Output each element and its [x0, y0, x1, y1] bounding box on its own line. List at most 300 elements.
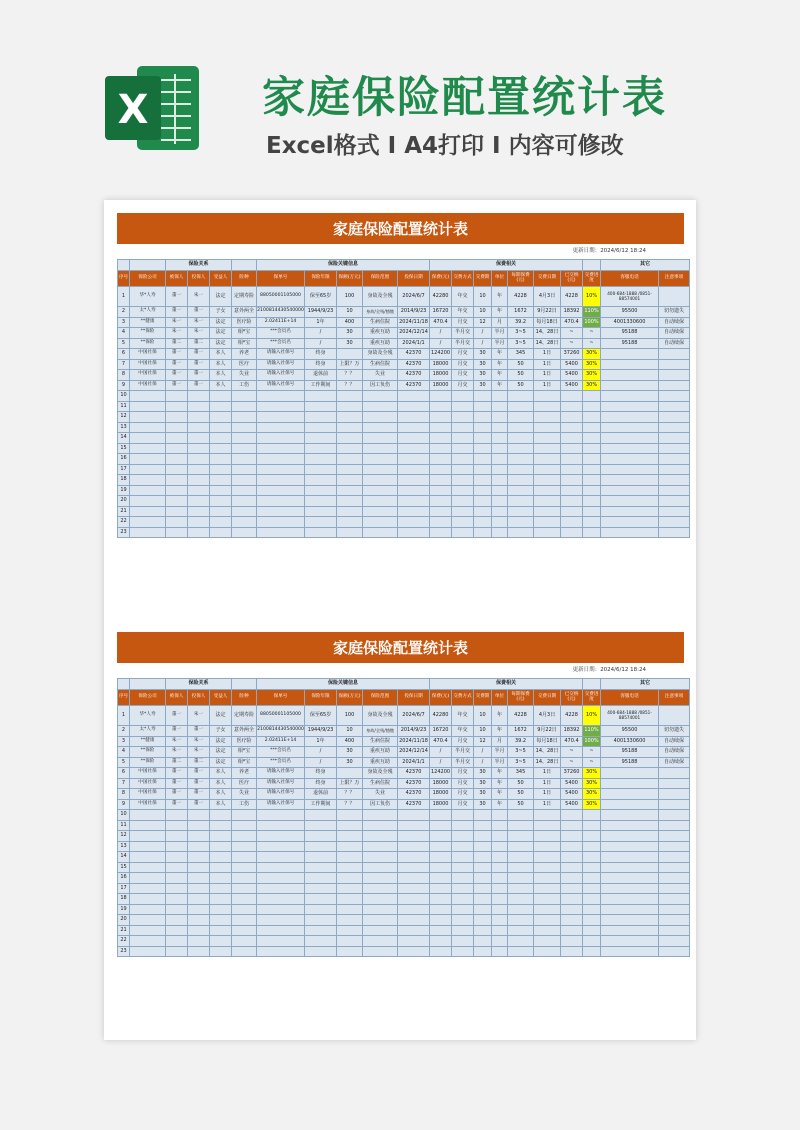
table-cell[interactable]: ~ [561, 747, 583, 758]
table-cell[interactable] [492, 894, 508, 905]
table-cell[interactable] [561, 852, 583, 863]
table-cell[interactable]: 50 [508, 359, 534, 370]
table-cell[interactable] [508, 464, 534, 475]
table-cell[interactable]: 1672 [508, 307, 534, 318]
table-cell[interactable]: 董一 [166, 349, 188, 360]
table-cell[interactable] [305, 820, 337, 831]
table-cell[interactable]: 月 [492, 736, 508, 747]
table-cell[interactable]: 10% [583, 287, 601, 307]
table-cell[interactable]: 医疗 [232, 359, 257, 370]
table-cell[interactable] [452, 831, 474, 842]
table-cell[interactable] [508, 391, 534, 402]
table-cell[interactable] [305, 443, 337, 454]
table-cell[interactable]: 董一 [166, 307, 188, 318]
table-cell[interactable] [337, 475, 363, 486]
table-cell[interactable]: ***会员名 [257, 328, 305, 339]
table-cell[interactable] [257, 841, 305, 852]
table-cell[interactable] [188, 454, 210, 465]
table-cell[interactable]: 4月3日 [534, 706, 561, 726]
table-cell[interactable]: ~ [561, 338, 583, 349]
table-cell[interactable] [166, 412, 188, 423]
table-cell[interactable]: 终身 [305, 349, 337, 360]
table-cell[interactable]: 50 [508, 799, 534, 810]
table-cell[interactable] [210, 506, 232, 517]
table-cell[interactable]: 朱一 [166, 747, 188, 758]
table-cell[interactable] [583, 904, 601, 915]
table-cell[interactable] [363, 810, 398, 821]
table-cell[interactable]: 保至65岁 [305, 706, 337, 726]
table-cell[interactable] [474, 454, 492, 465]
table-cell[interactable]: 2024/12/14 [398, 747, 430, 758]
table-cell[interactable] [232, 443, 257, 454]
table-cell[interactable] [210, 464, 232, 475]
table-cell[interactable]: 董一 [166, 370, 188, 381]
table-cell[interactable]: 失业 [363, 789, 398, 800]
table-cell[interactable]: 95500 [601, 307, 659, 318]
table-cell[interactable]: 请输入社保号 [257, 789, 305, 800]
table-cell[interactable]: 本人 [210, 359, 232, 370]
table-cell[interactable] [583, 464, 601, 475]
table-cell[interactable]: 重疾互助 [363, 747, 398, 758]
table-cell[interactable]: 董一 [166, 768, 188, 779]
table-cell[interactable] [398, 527, 430, 538]
table-cell[interactable] [188, 391, 210, 402]
table-cell[interactable] [474, 401, 492, 412]
table-cell[interactable]: 年 [492, 380, 508, 391]
table-cell[interactable]: 2014/9/23 [398, 307, 430, 318]
table-cell[interactable]: 4228 [561, 706, 583, 726]
table-cell[interactable]: 18000 [430, 359, 452, 370]
table-cell[interactable] [363, 862, 398, 873]
table-cell[interactable] [398, 517, 430, 528]
table-cell[interactable] [188, 936, 210, 947]
table-cell[interactable]: 中国社保 [130, 768, 166, 779]
table-cell[interactable] [337, 925, 363, 936]
table-cell[interactable] [305, 422, 337, 433]
table-cell[interactable] [166, 946, 188, 957]
table-cell[interactable]: 身故及全残 [363, 706, 398, 726]
table-cell[interactable] [337, 412, 363, 423]
table-cell[interactable]: 42370 [398, 359, 430, 370]
table-cell[interactable]: 医疗险 [232, 736, 257, 747]
table-cell[interactable]: 朱一 [188, 736, 210, 747]
table-cell[interactable] [601, 412, 659, 423]
table-cell[interactable] [305, 946, 337, 957]
table-cell[interactable] [210, 904, 232, 915]
table-cell[interactable]: 4月3日 [534, 287, 561, 307]
table-cell[interactable]: 请输入社保号 [257, 359, 305, 370]
table-cell[interactable] [659, 883, 690, 894]
table-cell[interactable]: 董一 [166, 799, 188, 810]
table-cell[interactable] [492, 915, 508, 926]
table-cell[interactable] [398, 412, 430, 423]
table-cell[interactable]: 42370 [398, 349, 430, 360]
table-cell[interactable]: 5400 [561, 370, 583, 381]
table-cell[interactable] [583, 936, 601, 947]
table-cell[interactable] [492, 925, 508, 936]
table-cell[interactable] [363, 915, 398, 926]
table-cell[interactable] [188, 862, 210, 873]
table-cell[interactable]: 42370 [398, 768, 430, 779]
table-cell[interactable]: 30% [583, 380, 601, 391]
table-cell[interactable]: 养老 [232, 768, 257, 779]
table-cell[interactable] [398, 841, 430, 852]
table-cell[interactable]: 华*人寿 [130, 287, 166, 307]
table-cell[interactable]: 2 [118, 726, 130, 737]
table-cell[interactable] [561, 936, 583, 947]
table-cell[interactable] [430, 506, 452, 517]
table-cell[interactable] [305, 527, 337, 538]
table-cell[interactable] [337, 349, 363, 360]
table-cell[interactable] [430, 873, 452, 884]
table-cell[interactable] [305, 883, 337, 894]
table-cell[interactable] [337, 831, 363, 842]
table-cell[interactable] [492, 936, 508, 947]
table-cell[interactable] [659, 946, 690, 957]
table-cell[interactable] [659, 768, 690, 779]
table-cell[interactable]: 2100814430540000 [257, 726, 305, 737]
table-cell[interactable]: 董一 [188, 349, 210, 360]
table-cell[interactable]: 4 [118, 328, 130, 339]
table-cell[interactable] [430, 883, 452, 894]
table-cell[interactable]: 2024/1/1 [398, 338, 430, 349]
table-cell[interactable]: 月交 [452, 778, 474, 789]
table-cell[interactable] [305, 925, 337, 936]
table-cell[interactable] [492, 852, 508, 863]
table-cell[interactable] [337, 915, 363, 926]
table-cell[interactable]: 董一 [166, 778, 188, 789]
table-cell[interactable] [430, 862, 452, 873]
table-cell[interactable] [363, 831, 398, 842]
table-cell[interactable]: 50 [508, 778, 534, 789]
table-cell[interactable]: 1年 [305, 736, 337, 747]
table-cell[interactable] [583, 883, 601, 894]
table-cell[interactable] [210, 412, 232, 423]
table-cell[interactable]: 太*人寿 [130, 307, 166, 318]
table-cell[interactable] [188, 946, 210, 957]
table-cell[interactable] [583, 475, 601, 486]
table-cell[interactable] [492, 517, 508, 528]
table-cell[interactable] [583, 485, 601, 496]
table-cell[interactable] [561, 527, 583, 538]
table-cell[interactable] [210, 820, 232, 831]
table-cell[interactable]: 4001330600 [601, 736, 659, 747]
table-cell[interactable] [583, 401, 601, 412]
table-cell[interactable]: 本人 [210, 768, 232, 779]
table-cell[interactable]: 董二 [188, 757, 210, 768]
table-cell[interactable] [188, 915, 210, 926]
table-cell[interactable]: 董一 [188, 359, 210, 370]
table-cell[interactable] [659, 820, 690, 831]
table-cell[interactable] [363, 852, 398, 863]
table-cell[interactable] [337, 454, 363, 465]
table-cell[interactable] [210, 517, 232, 528]
table-cell[interactable]: 切勿遗失 [659, 307, 690, 318]
table-cell[interactable]: 朱一 [166, 317, 188, 328]
table-cell[interactable] [130, 475, 166, 486]
table-cell[interactable]: 42370 [398, 799, 430, 810]
table-cell[interactable]: 50 [508, 380, 534, 391]
table-cell[interactable] [601, 454, 659, 465]
table-cell[interactable] [363, 454, 398, 465]
table-cell[interactable] [583, 946, 601, 957]
table-cell[interactable] [130, 852, 166, 863]
table-cell[interactable]: / [474, 757, 492, 768]
table-cell[interactable] [583, 496, 601, 507]
table-cell[interactable] [508, 496, 534, 507]
table-cell[interactable]: 子女 [210, 726, 232, 737]
table-cell[interactable] [601, 936, 659, 947]
table-cell[interactable]: 100 [337, 706, 363, 726]
table-cell[interactable] [232, 391, 257, 402]
table-cell[interactable]: 上限？万 [337, 359, 363, 370]
table-cell[interactable]: 董一 [166, 380, 188, 391]
table-cell[interactable] [257, 831, 305, 842]
table-cell[interactable]: 2024/6/7 [398, 287, 430, 307]
table-cell[interactable] [534, 475, 561, 486]
table-cell[interactable] [210, 894, 232, 905]
table-cell[interactable]: 1 [118, 287, 130, 307]
table-cell[interactable]: 12 [474, 736, 492, 747]
table-cell[interactable] [492, 862, 508, 873]
table-cell[interactable]: 生病住院 [363, 359, 398, 370]
table-cell[interactable]: 4001330600 [601, 317, 659, 328]
table-cell[interactable] [166, 852, 188, 863]
table-cell[interactable] [398, 820, 430, 831]
table-cell[interactable] [601, 862, 659, 873]
table-cell[interactable]: **保险 [130, 338, 166, 349]
table-cell[interactable]: 30% [583, 789, 601, 800]
table-cell[interactable]: 30% [583, 778, 601, 789]
table-cell[interactable]: 30% [583, 349, 601, 360]
table-cell[interactable] [337, 506, 363, 517]
table-cell[interactable]: 请输入社保号 [257, 349, 305, 360]
table-cell[interactable] [337, 496, 363, 507]
table-cell[interactable] [188, 810, 210, 821]
table-cell[interactable]: 朱一 [166, 328, 188, 339]
table-cell[interactable] [659, 799, 690, 810]
table-cell[interactable]: 身故/全残/豁缴 [363, 307, 398, 318]
table-cell[interactable] [257, 820, 305, 831]
table-cell[interactable]: 半月 [492, 757, 508, 768]
table-cell[interactable]: 终身 [305, 778, 337, 789]
table-cell[interactable] [337, 841, 363, 852]
table-cell[interactable]: 4228 [561, 287, 583, 307]
table-cell[interactable] [305, 894, 337, 905]
table-cell[interactable] [452, 841, 474, 852]
table-cell[interactable] [452, 946, 474, 957]
table-cell[interactable]: 年交 [452, 706, 474, 726]
table-cell[interactable]: 月交 [452, 349, 474, 360]
table-cell[interactable]: 10 [337, 726, 363, 737]
table-cell[interactable] [363, 873, 398, 884]
table-cell[interactable]: ？？ [337, 789, 363, 800]
table-cell[interactable] [452, 925, 474, 936]
table-cell[interactable] [474, 925, 492, 936]
table-cell[interactable] [659, 506, 690, 517]
table-cell[interactable] [232, 936, 257, 947]
table-cell[interactable] [659, 422, 690, 433]
table-cell[interactable] [130, 401, 166, 412]
table-cell[interactable] [166, 831, 188, 842]
table-cell[interactable] [188, 485, 210, 496]
table-cell[interactable]: 7 [118, 359, 130, 370]
table-cell[interactable]: 自动续保 [659, 747, 690, 758]
table-cell[interactable]: 失业 [363, 370, 398, 381]
table-cell[interactable] [452, 852, 474, 863]
table-cell[interactable] [659, 915, 690, 926]
table-cell[interactable] [534, 925, 561, 936]
table-cell[interactable]: 月交 [452, 370, 474, 381]
table-cell[interactable] [452, 433, 474, 444]
table-cell[interactable] [430, 422, 452, 433]
table-cell[interactable] [257, 904, 305, 915]
table-cell[interactable] [659, 925, 690, 936]
table-cell[interactable]: 124200 [430, 349, 452, 360]
table-cell[interactable]: 9月22日 [534, 307, 561, 318]
table-cell[interactable] [166, 904, 188, 915]
table-cell[interactable]: 董一 [166, 706, 188, 726]
table-cell[interactable] [257, 915, 305, 926]
table-cell[interactable]: 42280 [430, 706, 452, 726]
table-cell[interactable]: 请输入社保号 [257, 370, 305, 381]
table-cell[interactable] [363, 925, 398, 936]
table-cell[interactable]: 10 [474, 726, 492, 737]
table-cell[interactable] [166, 443, 188, 454]
table-cell[interactable] [130, 810, 166, 821]
table-cell[interactable] [534, 464, 561, 475]
table-cell[interactable]: 18000 [430, 789, 452, 800]
table-cell[interactable] [305, 841, 337, 852]
table-cell[interactable] [363, 517, 398, 528]
table-cell[interactable] [188, 841, 210, 852]
table-cell[interactable] [508, 936, 534, 947]
table-cell[interactable] [601, 841, 659, 852]
table-cell[interactable] [534, 422, 561, 433]
table-cell[interactable] [508, 820, 534, 831]
table-cell[interactable]: 董二 [166, 757, 188, 768]
table-cell[interactable]: 法定 [210, 736, 232, 747]
table-cell[interactable] [398, 391, 430, 402]
table-cell[interactable]: 50 [508, 370, 534, 381]
table-cell[interactable] [492, 831, 508, 842]
table-cell[interactable]: 年 [492, 799, 508, 810]
table-cell[interactable] [257, 496, 305, 507]
table-cell[interactable] [452, 391, 474, 402]
table-cell[interactable]: 88050001105000 [257, 706, 305, 726]
table-cell[interactable]: 董一 [188, 370, 210, 381]
table-cell[interactable]: 定期寿险 [232, 706, 257, 726]
table-cell[interactable] [508, 412, 534, 423]
table-cell[interactable] [305, 904, 337, 915]
table-cell[interactable]: 半月交 [452, 338, 474, 349]
table-cell[interactable] [398, 464, 430, 475]
table-cell[interactable]: 18000 [430, 380, 452, 391]
table-cell[interactable] [601, 831, 659, 842]
table-cell[interactable] [257, 810, 305, 821]
table-cell[interactable] [601, 401, 659, 412]
table-cell[interactable]: ？？ [337, 370, 363, 381]
table-cell[interactable] [601, 349, 659, 360]
table-cell[interactable] [232, 412, 257, 423]
table-cell[interactable] [430, 475, 452, 486]
table-cell[interactable] [601, 789, 659, 800]
table-cell[interactable] [305, 936, 337, 947]
table-cell[interactable] [659, 706, 690, 726]
table-cell[interactable]: ？？ [337, 799, 363, 810]
table-cell[interactable] [398, 485, 430, 496]
table-cell[interactable]: 本人 [210, 799, 232, 810]
table-cell[interactable] [508, 422, 534, 433]
table-cell[interactable]: 5400 [561, 778, 583, 789]
table-cell[interactable] [452, 464, 474, 475]
table-cell[interactable] [210, 936, 232, 947]
table-cell[interactable] [305, 852, 337, 863]
table-cell[interactable] [305, 433, 337, 444]
table-cell[interactable]: 2.02411E+14 [257, 736, 305, 747]
table-cell[interactable]: 95188 [601, 328, 659, 339]
table-cell[interactable] [561, 517, 583, 528]
table-cell[interactable]: 生病住院 [363, 317, 398, 328]
table-cell[interactable] [130, 422, 166, 433]
table-cell[interactable] [561, 412, 583, 423]
table-cell[interactable]: 3~5 [508, 338, 534, 349]
table-cell[interactable] [398, 401, 430, 412]
table-cell[interactable] [601, 380, 659, 391]
table-cell[interactable]: 董一 [188, 307, 210, 318]
table-cell[interactable]: 相*宝 [232, 747, 257, 758]
table-cell[interactable] [188, 412, 210, 423]
table-cell[interactable] [508, 443, 534, 454]
table-cell[interactable] [474, 517, 492, 528]
table-cell[interactable]: 4 [118, 747, 130, 758]
table-cell[interactable]: 1日 [534, 768, 561, 779]
table-cell[interactable] [232, 485, 257, 496]
table-cell[interactable] [232, 883, 257, 894]
table-cell[interactable] [601, 391, 659, 402]
table-cell[interactable] [452, 454, 474, 465]
table-cell[interactable]: 半月 [492, 338, 508, 349]
table-cell[interactable]: 法定 [210, 287, 232, 307]
table-cell[interactable] [601, 422, 659, 433]
table-cell[interactable]: 14、28日 [534, 338, 561, 349]
table-cell[interactable]: 失业 [232, 370, 257, 381]
table-cell[interactable] [188, 873, 210, 884]
table-cell[interactable]: 10 [474, 307, 492, 318]
table-cell[interactable] [492, 873, 508, 884]
table-cell[interactable] [601, 443, 659, 454]
table-cell[interactable] [257, 946, 305, 957]
table-cell[interactable] [232, 401, 257, 412]
table-cell[interactable] [232, 894, 257, 905]
table-cell[interactable]: 3~5 [508, 747, 534, 758]
table-cell[interactable]: 2 [118, 307, 130, 318]
table-cell[interactable] [232, 915, 257, 926]
table-cell[interactable] [534, 485, 561, 496]
table-cell[interactable] [492, 820, 508, 831]
table-cell[interactable]: 年交 [452, 307, 474, 318]
table-cell[interactable] [430, 517, 452, 528]
table-cell[interactable] [363, 820, 398, 831]
table-cell[interactable]: 请输入社保号 [257, 380, 305, 391]
table-cell[interactable] [659, 412, 690, 423]
table-cell[interactable]: 100 [337, 287, 363, 307]
table-cell[interactable]: 10% [583, 706, 601, 726]
table-cell[interactable]: 400 [337, 317, 363, 328]
table-cell[interactable]: ~ [583, 757, 601, 768]
table-cell[interactable] [474, 464, 492, 475]
table-cell[interactable] [188, 496, 210, 507]
